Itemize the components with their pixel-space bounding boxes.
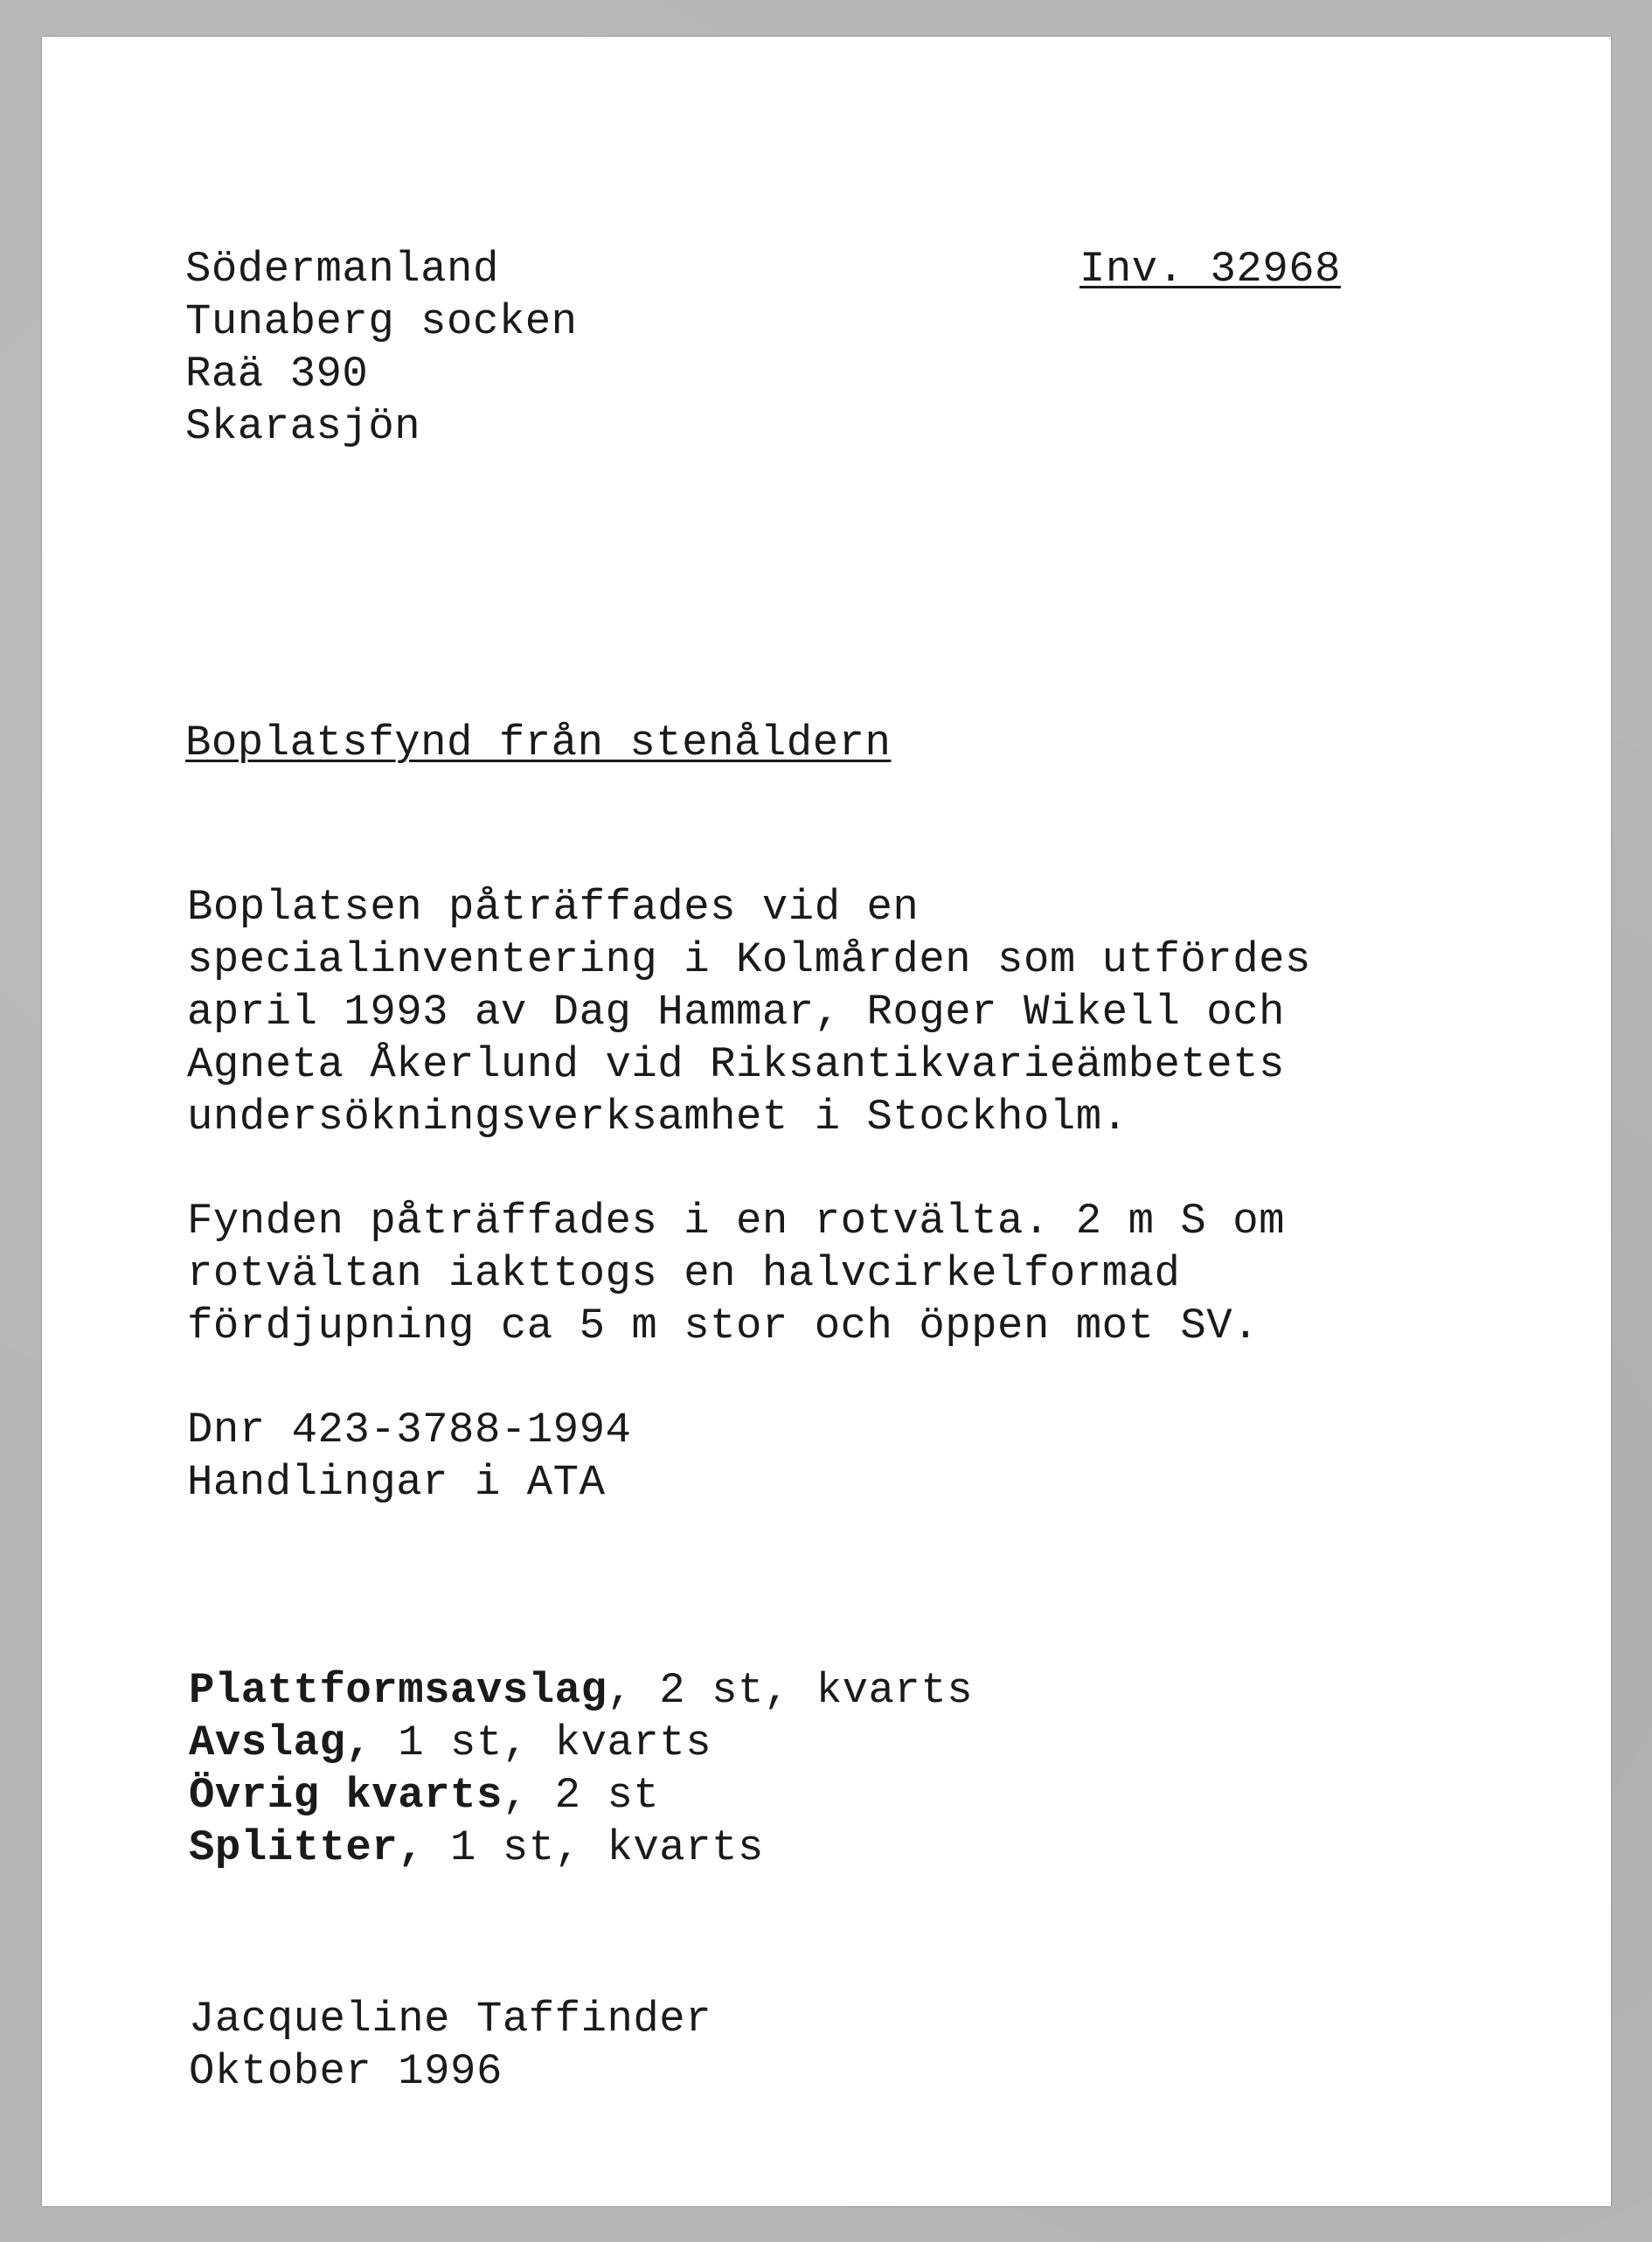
paragraph1-line: specialinventering i Kolmården som utfördes: [187, 935, 1311, 984]
raa-number: Raä 390: [185, 350, 369, 399]
find-item: [189, 1769, 659, 1822]
dnr-reference: Dnr 423-3788-1994: [187, 1406, 632, 1454]
find-item: [189, 1717, 711, 1769]
inventory-number: Inv. 32968: [1079, 245, 1342, 294]
author-name: Jacqueline Taffinder: [189, 1995, 712, 2044]
find-name: Övrig kvarts: [189, 1771, 503, 1820]
paragraph1-line: Agneta Åkerlund vid Riksantikvarieämbetets: [187, 1040, 1286, 1089]
find-item: [189, 1822, 764, 1874]
find-detail: 1 st, kvarts: [424, 1823, 764, 1872]
paragraph2-line: fördjupning ca 5 m stor och öppen mot SV.: [187, 1301, 1260, 1350]
document-page: [42, 37, 1611, 2206]
find-name: Plattformsavslag: [189, 1666, 607, 1715]
find-detail: 1 st, kvarts: [371, 1718, 712, 1767]
paragraph1-line: april 1993 av Dag Hammar, Roger Wikell och: [187, 988, 1286, 1037]
find-name: Avslag,: [189, 1718, 372, 1767]
document-date: Oktober 1996: [189, 2047, 503, 2096]
parish: Tunaberg socken: [185, 297, 578, 346]
paragraph2-line: Fynden påträffades i en rotvälta. 2 m S om: [187, 1197, 1286, 1246]
province: Södermanland: [185, 245, 499, 294]
find-detail: , 2 st, kvarts: [607, 1666, 974, 1715]
site-name: Skarasjön: [185, 402, 421, 451]
paragraph1-line: Boplatsen påträffades vid en: [187, 883, 920, 932]
find-item: [189, 1664, 973, 1717]
records-reference: Handlingar i ATA: [187, 1458, 606, 1507]
document-title: Boplatsfynd från stenåldern: [185, 718, 892, 767]
paragraph2-line: rotvältan iakttogs en halvcirkelformad: [187, 1249, 1181, 1298]
paragraph1-line: undersökningsverksamhet i Stockholm.: [187, 1093, 1128, 1142]
find-name: Splitter,: [189, 1823, 425, 1872]
find-detail: , 2 st: [502, 1771, 660, 1820]
